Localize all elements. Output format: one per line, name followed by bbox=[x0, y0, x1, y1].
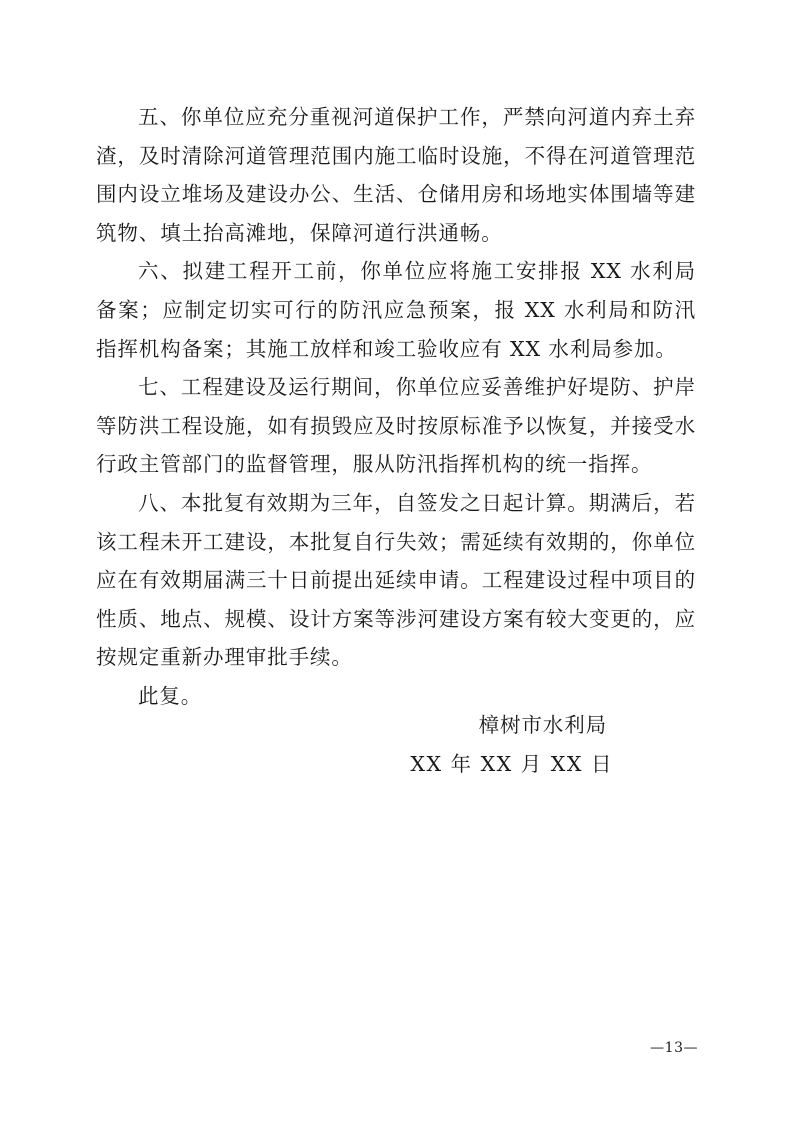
paragraph-7: 七、工程建设及运行期间，你单位应妥善维护好堤防、护岸等防洪工程设施，如有损毁应及时按原标准予以恢复，并接受水行政主管部门的监督管理，服从防汛指挥机构的统一指挥。 bbox=[96, 375, 696, 477]
signature-block bbox=[410, 706, 613, 783]
issuer-name: 樟树市水利局 bbox=[478, 713, 607, 737]
issue-date: XX 年 XX 月 XX 日 bbox=[410, 751, 613, 776]
paragraph-5: 五、你单位应充分重视河道保护工作，严禁向河道内弃土弃渣，及时清除河道管理范围内施工临时设施，不得在河道管理范围内设立堆场及建设办公、生活、仓储用房和场地实体围墙等建筑物、填土抬高滩地，保障河道行洪通畅。 bbox=[96, 105, 696, 245]
paragraph-6: 六、拟建工程开工前，你单位应将施工安排报 XX 水利局备案；应制定切实可行的防汛应急预案，报 XX 水利局和防汛指挥机构备案；其施工放样和竣工验收应有 XX 水利局参加。 bbox=[96, 259, 696, 361]
closing-remark: 此复。 bbox=[138, 683, 203, 708]
page-number: —13— bbox=[650, 1040, 698, 1056]
document-body bbox=[96, 98, 696, 716]
paragraph-8: 八、本批复有效期为三年，自签发之日起计算。期满后，若该工程未开工建设，本批复自行失效；需延续有效期的，你单位应在有效期届满三十日前提出延续申请。工程建设过程中项目的性质、地点、规模、设计方案等涉河建设方案有较大变更的，应按规定重新办理审批手续。 bbox=[96, 490, 696, 670]
